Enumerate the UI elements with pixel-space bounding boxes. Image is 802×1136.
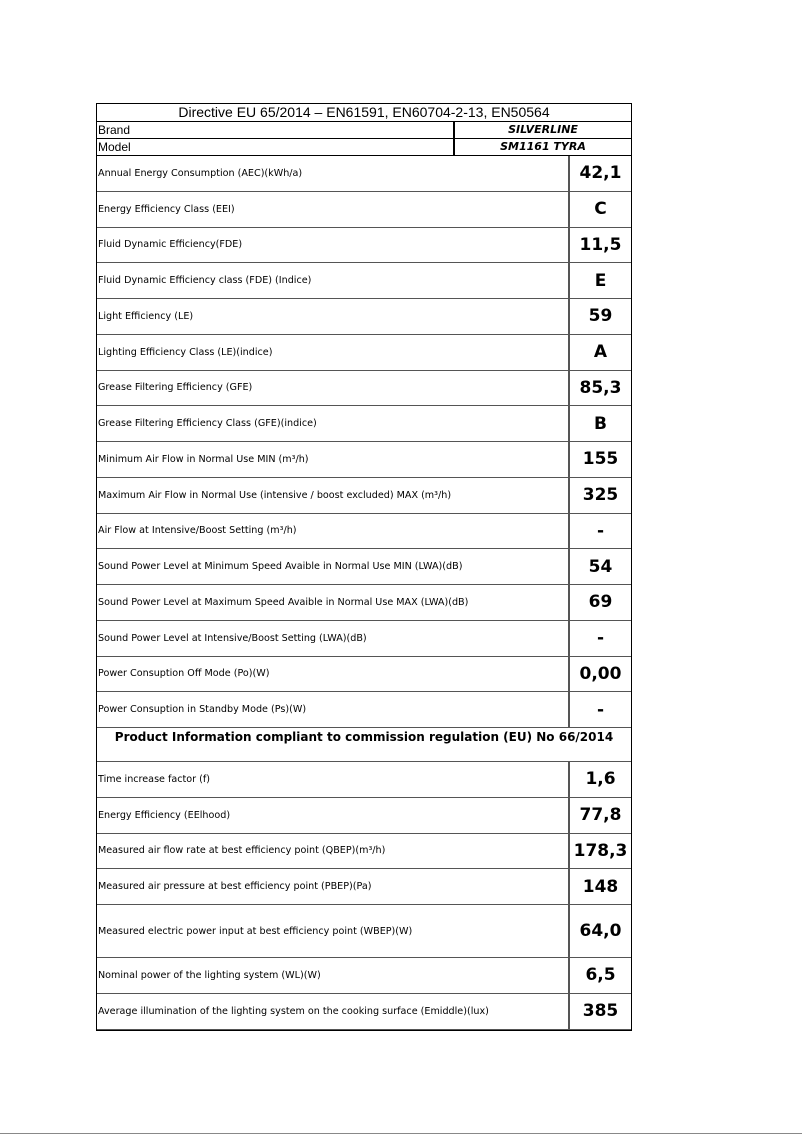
row-label: Maximum Air Flow in Normal Use (intensive / boost excluded) MAX (m³/h): [98, 489, 452, 501]
product-data-table: [96, 103, 632, 1031]
row-value: -: [568, 621, 631, 656]
table-row: [97, 478, 631, 514]
row-value: 85,3: [568, 371, 631, 406]
row-label: Grease Filtering Efficiency (GFE): [98, 382, 253, 394]
table-row: [97, 228, 631, 264]
model-row: [97, 139, 631, 156]
table-row: [97, 905, 631, 958]
brand-label: Brand: [97, 122, 455, 138]
table-row: [97, 958, 631, 994]
row-value: C: [568, 192, 631, 227]
row-label: Average illumination of the lighting system on the cooking surface (Emiddle)(lux): [98, 1005, 489, 1017]
directive-title: Directive EU 65/2014 – EN61591, EN60704-2-13, EN50564: [97, 104, 631, 122]
row-value: 385: [568, 994, 631, 1029]
row-label: Minimum Air Flow in Normal Use MIN (m³/h): [98, 453, 309, 465]
table-row: [97, 798, 631, 834]
model-label: Model: [97, 139, 455, 155]
row-value: B: [568, 406, 631, 441]
row-value: 54: [568, 549, 631, 584]
page-bottom-divider: [0, 1133, 802, 1134]
row-label: Sound Power Level at Intensive/Boost Setting (LWA)(dB): [98, 632, 367, 644]
row-value: E: [568, 263, 631, 298]
table-row: [97, 692, 631, 728]
table-row: [97, 657, 631, 693]
row-label: Nominal power of the lighting system (WL)(W): [98, 969, 321, 981]
row-value: 42,1: [568, 156, 631, 191]
row-label: Sound Power Level at Minimum Speed Avaible in Normal Use MIN (LWA)(dB): [98, 561, 463, 573]
table-row: [97, 263, 631, 299]
row-label: Energy Efficiency (EElhood): [98, 809, 231, 821]
row-value: 11,5: [568, 228, 631, 263]
row-label: Measured air pressure at best efficiency point (PBEP)(Pa): [98, 881, 372, 893]
table-row: [97, 192, 631, 228]
table-row: [97, 549, 631, 585]
brand-row: [97, 122, 631, 139]
row-label: Annual Energy Consumption (AEC)(kWh/a): [98, 167, 303, 179]
row-value: 178,3: [568, 834, 631, 869]
row-value: 69: [568, 585, 631, 620]
row-label: Sound Power Level at Maximum Speed Avaible in Normal Use MAX (LWA)(dB): [98, 596, 469, 608]
row-value: 59: [568, 299, 631, 334]
table-row: [97, 621, 631, 657]
table-row: [97, 335, 631, 371]
row-value: 6,5: [568, 958, 631, 993]
row-value: 0,00: [568, 657, 631, 692]
row-label: Fluid Dynamic Efficiency class (FDE) (Indice): [98, 275, 312, 287]
table-row: [97, 156, 631, 192]
table-row: [97, 869, 631, 905]
row-value: A: [568, 335, 631, 370]
row-value: 148: [568, 869, 631, 904]
table-row: [97, 514, 631, 550]
row-label: Time increase factor (f): [98, 773, 211, 785]
row-label: Power Consuption Off Mode (Po)(W): [98, 668, 270, 680]
row-value: -: [568, 692, 631, 727]
row-label: Fluid Dynamic Efficiency(FDE): [98, 239, 243, 251]
row-label: Light Efficiency (LE): [98, 310, 194, 322]
row-value: 64,0: [568, 905, 631, 957]
table-row: [97, 442, 631, 478]
section-title: Product Information compliant to commission regulation (EU) No 66/2014: [97, 728, 631, 762]
table-row: [97, 299, 631, 335]
row-value: -: [568, 514, 631, 549]
row-label: Power Consuption in Standby Mode (Ps)(W): [98, 704, 307, 716]
table-row: [97, 834, 631, 870]
row-value: 155: [568, 442, 631, 477]
row-label: Grease Filtering Efficiency Class (GFE)(indice): [98, 418, 317, 430]
table-row: [97, 371, 631, 407]
row-label: Lighting Efficiency Class (LE)(indice): [98, 346, 273, 358]
model-value: SM1161 TYRA: [500, 140, 586, 153]
table-row: [97, 406, 631, 442]
brand-value: SILVERLINE: [508, 123, 578, 136]
row-value: 77,8: [568, 798, 631, 833]
table-row: [97, 994, 631, 1030]
row-label: Measured air flow rate at best efficiency point (QBEP)(m³/h): [98, 845, 386, 857]
row-label: Energy Efficiency Class (EEI): [98, 203, 235, 215]
row-value: 1,6: [568, 762, 631, 797]
row-value: 325: [568, 478, 631, 513]
table-row: [97, 585, 631, 621]
table-row: [97, 762, 631, 798]
row-label: Air Flow at Intensive/Boost Setting (m³/h): [98, 525, 297, 537]
row-label: Measured electric power input at best efficiency point (WBEP)(W): [98, 925, 413, 937]
